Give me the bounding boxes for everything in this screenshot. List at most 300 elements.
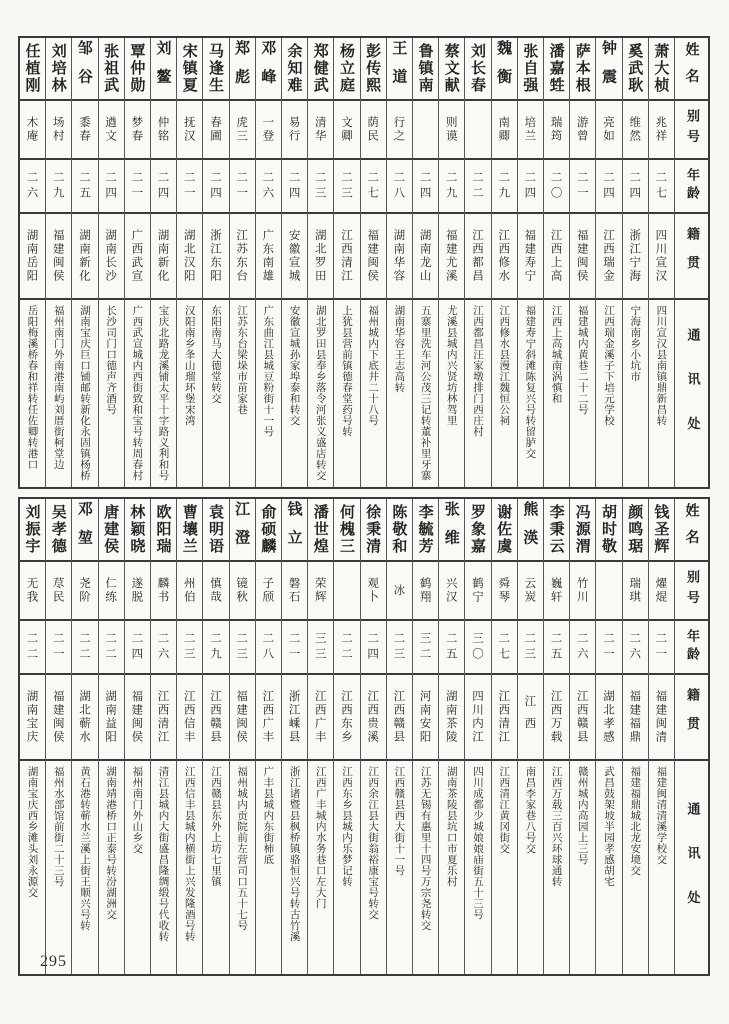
cell-age: 二一 — [649, 621, 674, 675]
cell-age: 二一 — [46, 621, 71, 675]
cell-address: 江西都昌汪家墩排门西庄村 — [471, 305, 484, 437]
cell-name: 宋镇夏 — [177, 38, 202, 101]
person-column — [438, 499, 464, 974]
cell-alias: 行之 — [387, 101, 412, 160]
cell-age: 二四 — [125, 621, 150, 675]
person-column — [71, 499, 97, 974]
cell-native: 湖南新化 — [72, 214, 97, 300]
cell-name: 刘培林 — [46, 38, 71, 101]
cell-alias: 云炭 — [518, 562, 543, 621]
cell-alias: 遒文 — [99, 101, 124, 160]
cell-age: 二三 — [230, 621, 255, 675]
cell-address: 南昌李家巷八号交 — [524, 766, 537, 854]
cell-address: 五寨里洗车河公茂三记转董补里牙寨 — [419, 305, 432, 481]
cell-age: 二九 — [203, 621, 228, 675]
cell-age: 二九 — [492, 160, 517, 214]
cell-name: 钱圣辉 — [649, 499, 674, 562]
person-column — [491, 38, 517, 487]
cell-alias: 木庵 — [20, 101, 45, 160]
cell-native: 福建闽侯 — [46, 675, 71, 761]
cell-address: 黄石港转蕲水兰溪上街王顺兴号转 — [78, 766, 91, 931]
cell-native: 湖南宝庆 — [20, 675, 45, 761]
cell-address: 尤溪县城内兴贤坊林驾里 — [445, 305, 458, 426]
cell-age: 二四 — [518, 160, 543, 214]
cell-age: 二一 — [570, 160, 595, 214]
cell-name: 张自强 — [518, 38, 543, 101]
cell-native: 福建闽清 — [649, 675, 674, 761]
cell-alias: 则谟 — [439, 101, 464, 160]
person-column — [176, 499, 202, 974]
cell-native: 江苏东台 — [230, 214, 255, 300]
cell-name: 余知难 — [282, 38, 307, 101]
cell-age: 二六 — [570, 621, 595, 675]
cell-age: 二四 — [99, 160, 124, 214]
person-column — [464, 38, 490, 487]
cell-name: 覃仲勋 — [125, 38, 150, 101]
cell-alias — [413, 101, 438, 160]
cell-alias: 虎三 — [230, 101, 255, 160]
cell-address: 江西余江县大街翁裕康宝号转交 — [367, 766, 380, 920]
person-column — [360, 38, 386, 487]
person-column — [20, 499, 45, 974]
header-native: 籍贯 — [675, 214, 708, 300]
cell-address: 福州城内贡院前左营司口五十七号 — [236, 766, 249, 931]
cell-alias: 文卿 — [334, 101, 359, 160]
header-alias: 别号 — [675, 562, 708, 621]
person-column — [20, 38, 45, 487]
header-name: 姓名 — [675, 38, 708, 101]
cell-address: 武昌鼓架坡半园孝感胡宅 — [603, 766, 615, 887]
cell-address: 江苏东台梁垛市苗家巷 — [236, 305, 249, 415]
person-column — [464, 499, 490, 974]
cell-address: 福建城内黄巷二十二号 — [576, 305, 589, 415]
cell-native: 江西 — [518, 675, 543, 761]
cell-alias — [596, 562, 621, 621]
cell-name: 鲁镇南 — [413, 38, 438, 101]
cell-alias: 尧阶 — [72, 562, 97, 621]
cell-address: 江西广丰城内水务巷口左大门 — [314, 766, 327, 909]
cell-age: 二六 — [20, 160, 45, 214]
person-column — [595, 38, 621, 487]
cell-alias: 镜秋 — [230, 562, 255, 621]
cell-age: 二四 — [623, 160, 648, 214]
cell-age: 二三 — [308, 160, 333, 214]
cell-address: 湖南茶陵县坑口市夏乐村 — [445, 766, 458, 887]
cell-alias: 兆祥 — [649, 101, 674, 160]
cell-age: 二四 — [203, 160, 228, 214]
cell-address: 宝庆北路龙溪铺太平十字路义利和号 — [157, 305, 170, 481]
cell-address: 福州水部馆前街二十三号 — [52, 766, 65, 887]
header-age: 年龄 — [675, 621, 708, 675]
header-column — [674, 499, 708, 974]
person-column — [202, 38, 228, 487]
cell-name: 魏衡 — [492, 38, 517, 101]
cell-alias: 亮如 — [596, 101, 621, 160]
cell-native: 江西清江 — [334, 214, 359, 300]
cell-name: 谢佐虞 — [492, 499, 517, 562]
person-column — [517, 38, 543, 487]
person-column — [438, 38, 464, 487]
cell-alias: 荩民 — [46, 562, 71, 621]
header-address: 通讯处 — [684, 802, 700, 935]
cell-age: 二一 — [177, 160, 202, 214]
cell-address: 湖北罗田县奉乡落令河张义盛店转交 — [314, 305, 327, 481]
person-column — [307, 499, 333, 974]
person-column — [255, 499, 281, 974]
cell-name: 徐秉清 — [361, 499, 386, 562]
cell-address: 福建闽清清溪学校交 — [655, 766, 668, 865]
header-column — [674, 38, 708, 487]
cell-alias: 巍轩 — [544, 562, 569, 621]
cell-address: 湖南华容王志高转 — [393, 305, 406, 393]
cell-name: 唐建侯 — [99, 499, 124, 562]
person-column — [281, 38, 307, 487]
cell-native: 湖南华容 — [387, 214, 412, 300]
cell-alias: 兴汉 — [439, 562, 464, 621]
cell-alias: 仲铭 — [151, 101, 176, 160]
cell-address: 汉阳南乡夆山瑠环堡宋湾 — [183, 305, 196, 426]
cell-alias: 荣辉 — [308, 562, 333, 621]
cell-name: 钱立 — [282, 499, 307, 562]
cell-name: 奚武耿 — [623, 38, 648, 101]
cell-age: 三三 — [308, 621, 333, 675]
cell-age: 二四 — [151, 160, 176, 214]
cell-name: 郑彪 — [230, 38, 255, 101]
cell-name: 萨本根 — [570, 38, 595, 101]
cell-age: 二二 — [334, 621, 359, 675]
cell-native: 江西都昌 — [465, 214, 490, 300]
cell-address: 四川宣汉县南镇鼎新昌转 — [655, 305, 668, 426]
cell-name: 彭传熙 — [361, 38, 386, 101]
cell-age: 二六 — [256, 160, 281, 214]
person-column — [281, 499, 307, 974]
cell-age: 二七 — [361, 160, 386, 214]
cell-native: 江西广丰 — [308, 675, 333, 761]
cell-alias: 州伯 — [177, 562, 202, 621]
cell-alias: 南卿 — [492, 101, 517, 160]
cell-address: 江西修水县漫江魏恒公祠 — [498, 305, 511, 426]
cell-native: 湖南新化 — [151, 214, 176, 300]
cell-address: 江西东乡县城内乐梦记转 — [340, 766, 353, 887]
cell-native: 江西东乡 — [334, 675, 359, 761]
cell-age: 二四 — [413, 160, 438, 214]
person-column — [386, 499, 412, 974]
cell-age: 二七 — [492, 621, 517, 675]
cell-address: 湖南靖港桥口正泰号转汾湖洲交 — [105, 766, 118, 920]
cell-native: 江西清江 — [492, 675, 517, 761]
cell-name: 林颖晓 — [125, 499, 150, 562]
person-column — [412, 38, 438, 487]
cell-age: 二一 — [125, 160, 150, 214]
cell-age: 二一 — [282, 621, 307, 675]
cell-address: 江苏无锡有惠里十四号万宗尧转交 — [419, 766, 432, 931]
cell-name: 欧阳瑞 — [151, 499, 176, 562]
cell-age: 二六 — [623, 621, 648, 675]
cell-address: 福州城内下底井二十八号 — [367, 305, 380, 426]
cell-native: 江西瑞金 — [596, 214, 621, 300]
cell-native: 江西广丰 — [256, 675, 281, 761]
cell-name: 刘鳌 — [151, 38, 176, 101]
cell-native: 广西武宣 — [125, 214, 150, 300]
cell-address: 福建福鼎城北龙安境交 — [629, 766, 642, 876]
person-column — [333, 499, 359, 974]
cell-alias: 鹤宁 — [465, 562, 490, 621]
cell-alias: 瑞琪 — [623, 562, 648, 621]
person-column — [333, 38, 359, 487]
cell-native: 浙江嵊县 — [282, 675, 307, 761]
cell-age: 二三 — [334, 160, 359, 214]
cell-address: 湖南宝庆巨口铺邮转新化永固镇杨桥 — [78, 305, 91, 481]
cell-age: 二三 — [387, 621, 412, 675]
cell-alias: 冰 — [387, 562, 412, 621]
cell-name: 邓堃 — [72, 499, 97, 562]
cell-age: 二八 — [387, 160, 412, 214]
cell-name: 胡时敬 — [596, 499, 621, 562]
cell-name: 蔡文献 — [439, 38, 464, 101]
cell-address: 长沙司门口德声齐酒号 — [105, 305, 118, 415]
cell-alias — [334, 562, 359, 621]
cell-age: 二〇 — [544, 160, 569, 214]
cell-alias: 一登 — [256, 101, 281, 160]
cell-name: 袁明语 — [203, 499, 228, 562]
person-column — [517, 499, 543, 974]
cell-native: 福建尤溪 — [439, 214, 464, 300]
cell-age: 二五 — [72, 160, 97, 214]
person-column — [176, 38, 202, 487]
cell-age: 二三 — [177, 621, 202, 675]
cell-name: 李毓芳 — [413, 499, 438, 562]
cell-native: 福建闽侯 — [361, 214, 386, 300]
cell-address: 上犹县营前镇德春堂药号转 — [340, 305, 353, 437]
cell-age: 二一 — [596, 621, 621, 675]
cell-alias: 竹川 — [570, 562, 595, 621]
cell-age: 二二 — [72, 621, 97, 675]
cell-name: 任植刚 — [20, 38, 45, 101]
cell-address: 广丰县城内东街柿底 — [262, 766, 275, 865]
cell-address: 宁海南乡小坑市 — [629, 305, 642, 382]
cell-address: 江西赣县东外上坊七里镇 — [209, 766, 222, 887]
cell-native: 湖南益阳 — [99, 675, 124, 761]
cell-address: 赣州城内高园上三号 — [576, 766, 589, 865]
cell-native: 江西赣县 — [203, 675, 228, 761]
cell-native: 湖北罗田 — [308, 214, 333, 300]
cell-alias: 游曾 — [570, 101, 595, 160]
cell-name: 邹谷 — [72, 38, 97, 101]
cell-address: 江西瑞金溪子下培元学校 — [603, 305, 615, 426]
cell-alias — [465, 101, 490, 160]
cell-address: 东阳南马大德堂转交 — [209, 305, 222, 404]
cell-address: 安徽宣城孙家埠泰和转交 — [288, 305, 301, 426]
cell-native: 福建寿宁 — [518, 214, 543, 300]
cell-name: 曹壤兰 — [177, 499, 202, 562]
cell-age: 二七 — [649, 160, 674, 214]
header-alias: 别号 — [675, 101, 708, 160]
cell-age: 三〇 — [465, 621, 490, 675]
person-column — [202, 499, 228, 974]
roster-table-bottom — [18, 497, 710, 976]
page-number: 295 — [40, 953, 67, 970]
cell-age: 二五 — [439, 621, 464, 675]
cell-age: 二八 — [256, 621, 281, 675]
person-column — [124, 38, 150, 487]
cell-alias: 慎哉 — [203, 562, 228, 621]
header-address: 通讯处 — [684, 328, 700, 461]
cell-address: 江西赣县西大街十一号 — [393, 766, 406, 876]
cell-name: 潘嘉甡 — [544, 38, 569, 101]
cell-name: 吴孝德 — [46, 499, 71, 562]
cell-native: 安徽宣城 — [282, 214, 307, 300]
cell-native: 江西赣县 — [387, 675, 412, 761]
cell-name: 萧大桢 — [649, 38, 674, 101]
person-column — [595, 499, 621, 974]
cell-native: 江西贵溪 — [361, 675, 386, 761]
cell-age: 二四 — [361, 621, 386, 675]
cell-alias: 黍春 — [72, 101, 97, 160]
person-column — [543, 499, 569, 974]
cell-alias: 清华 — [308, 101, 333, 160]
cell-native: 江西赣县 — [570, 675, 595, 761]
cell-alias: 遂脱 — [125, 562, 150, 621]
cell-address: 福建寿宁斜滩陈复兴号转留胪交 — [524, 305, 537, 459]
cell-address: 福州南门外南港南屿刘厝街柯堂边 — [52, 305, 65, 470]
cell-alias: 场村 — [46, 101, 71, 160]
cell-age: 三二 — [413, 621, 438, 675]
cell-address: 江西信丰县城内横街上兴发隆酒号转 — [183, 766, 196, 942]
cell-alias: 荫民 — [361, 101, 386, 160]
cell-name: 罗象嘉 — [465, 499, 490, 562]
cell-name: 冯源渭 — [570, 499, 595, 562]
cell-age: 二五 — [544, 621, 569, 675]
cell-native: 福建闽侯 — [570, 214, 595, 300]
person-column — [648, 499, 674, 974]
person-column — [648, 38, 674, 487]
cell-native: 江西万载 — [544, 675, 569, 761]
cell-alias: 瑞筠 — [544, 101, 569, 160]
person-column — [491, 499, 517, 974]
person-column — [360, 499, 386, 974]
cell-address: 四川成都少城娘娘庙街五十三号 — [471, 766, 484, 920]
cell-native: 浙江宁海 — [623, 214, 648, 300]
person-column — [124, 499, 150, 974]
cell-name: 颜鸣琚 — [623, 499, 648, 562]
cell-alias: 磐石 — [282, 562, 307, 621]
cell-alias: 舜琴 — [492, 562, 517, 621]
cell-alias: 观卜 — [361, 562, 386, 621]
cell-age: 二六 — [151, 621, 176, 675]
cell-address: 广西武宣城内西街致和宝号转周春村 — [131, 305, 144, 481]
person-column — [98, 499, 124, 974]
cell-name: 杨立庭 — [334, 38, 359, 101]
person-column — [229, 38, 255, 487]
cell-name: 俞硕麟 — [256, 499, 281, 562]
person-column — [150, 38, 176, 487]
cell-alias: 无我 — [20, 562, 45, 621]
cell-native: 湖南长沙 — [99, 214, 124, 300]
cell-native: 湖南岳阳 — [20, 214, 45, 300]
cell-age: 二二 — [99, 621, 124, 675]
person-column — [150, 499, 176, 974]
cell-address: 江西万载三百兴环球通转 — [550, 766, 563, 887]
person-column — [569, 38, 595, 487]
cell-alias: 春圃 — [203, 101, 228, 160]
cell-alias: 子颀 — [256, 562, 281, 621]
cell-name: 王道 — [387, 38, 412, 101]
cell-native: 湖南茶陵 — [439, 675, 464, 761]
header-native: 籍贯 — [675, 675, 708, 761]
cell-alias: 仁练 — [99, 562, 124, 621]
cell-native: 河南安阳 — [413, 675, 438, 761]
cell-name: 熊渶 — [518, 499, 543, 562]
cell-address: 岳阳梅溪桥春和祥转任佐卿转港口 — [26, 305, 39, 470]
person-column — [255, 38, 281, 487]
cell-alias: 抚汉 — [177, 101, 202, 160]
cell-age: 二三 — [518, 621, 543, 675]
cell-address: 江西上高城南涡慎和 — [550, 305, 563, 404]
cell-age: 二九 — [46, 160, 71, 214]
person-column — [622, 38, 648, 487]
person-column — [45, 38, 71, 487]
cell-age: 二二 — [465, 160, 490, 214]
cell-native: 福建闽侯 — [230, 675, 255, 761]
person-column — [71, 38, 97, 487]
cell-address: 福州南门外山乡交 — [131, 766, 144, 854]
person-column — [412, 499, 438, 974]
cell-age: 二四 — [596, 160, 621, 214]
cell-name: 陈敬和 — [387, 499, 412, 562]
cell-name: 江澄 — [230, 499, 255, 562]
cell-name: 马逢生 — [203, 38, 228, 101]
cell-name: 李秉云 — [544, 499, 569, 562]
cell-native: 江西信丰 — [177, 675, 202, 761]
cell-name: 邓峰 — [256, 38, 281, 101]
cell-alias: 梦春 — [125, 101, 150, 160]
cell-native: 四川内江 — [465, 675, 490, 761]
cell-native: 四川宣汉 — [649, 214, 674, 300]
cell-native: 湖北孝感 — [596, 675, 621, 761]
header-name: 姓名 — [675, 499, 708, 562]
cell-native: 浙江东阳 — [203, 214, 228, 300]
cell-alias: 麟书 — [151, 562, 176, 621]
cell-name: 何槐三 — [334, 499, 359, 562]
person-column — [569, 499, 595, 974]
person-column — [98, 38, 124, 487]
cell-native: 湖南龙山 — [413, 214, 438, 300]
cell-native: 福建福鼎 — [623, 675, 648, 761]
person-column — [307, 38, 333, 487]
cell-alias: 维然 — [623, 101, 648, 160]
cell-address: 浙江诸暨县枫桥镇骆恒兴号转古竹溪 — [288, 766, 301, 942]
cell-name: 钟震 — [596, 38, 621, 101]
cell-alias: 易行 — [282, 101, 307, 160]
cell-age: 二四 — [282, 160, 307, 214]
person-column — [386, 38, 412, 487]
person-column — [229, 499, 255, 974]
header-age: 年龄 — [675, 160, 708, 214]
cell-native: 福建闽侯 — [125, 675, 150, 761]
person-column — [45, 499, 71, 974]
cell-name: 张祖武 — [99, 38, 124, 101]
cell-name: 潘世煌 — [308, 499, 333, 562]
cell-age: 二二 — [20, 621, 45, 675]
cell-address: 江西清江黄冈街交 — [498, 766, 511, 854]
person-column — [622, 499, 648, 974]
person-column — [543, 38, 569, 487]
cell-address: 湖南宝庆西乡滩头刘永源交 — [26, 766, 39, 898]
cell-address: 清江县城内大街盛昌隆绸缎号代收转 — [157, 766, 170, 942]
cell-age: 二一 — [230, 160, 255, 214]
cell-name: 张维 — [439, 499, 464, 562]
cell-native: 江西修水 — [492, 214, 517, 300]
